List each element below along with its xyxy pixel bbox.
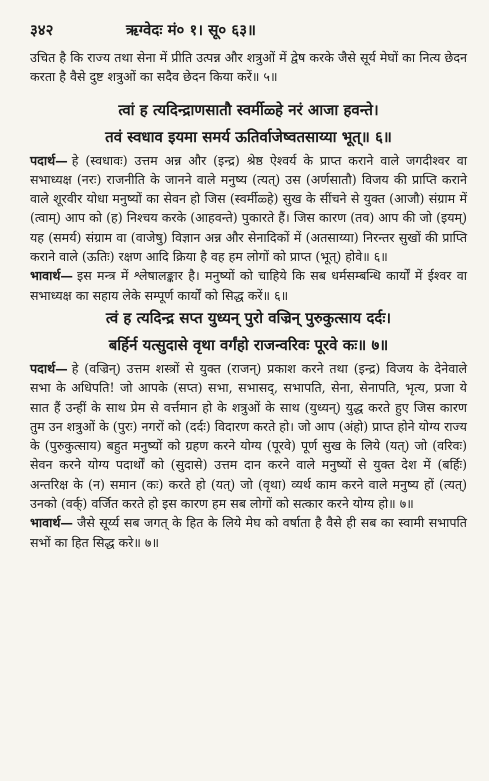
padartha-6	[30, 151, 467, 267]
bhavartha-7-text: जैसे सूर्य्य सब जगत् के हित के लिये मेघ को वर्षाता है वैसे ही सब का स्वामी सभापति सभों का हित सिद्ध करे॥ ७॥	[30, 515, 467, 550]
mantra-7-line-1: त्वं ह त्यदिन्द्र सप्त युध्यन् पुरो वज्रिन् पुरुकुत्साय दर्दः।	[105, 308, 392, 327]
mantra-6-line-1: त्वां ह त्यदिन्द्राणसातौ स्वर्मीळ्हे नरं आजा हवन्ते।	[118, 100, 379, 119]
mantra-7-line-2: बर्हिर्न यत्सुदासे वृथा वर्गंहो राजन्वरिवः पूरवे कः॥ ७॥	[108, 335, 389, 354]
page-number: ३४२	[30, 21, 54, 39]
page-header	[30, 20, 467, 42]
running-title: ऋग्वेदः मं० १। सू० ६३॥	[126, 21, 257, 39]
padartha-label: पदार्थ—	[30, 152, 68, 168]
bhavartha-7	[30, 513, 467, 552]
intro-paragraph: उचित है कि राज्य तथा सेना में प्रीति उत्पन्न और शत्रुओं में द्वेष करके जैसे सूर्य मेघों का नित्य छेदन करता है वैसे दुष्ट शत्रुओं का सदैव छेदन किया करें॥ ५॥	[30, 50, 467, 85]
bhavartha-6	[30, 266, 467, 305]
mantra-7	[30, 305, 467, 359]
mantra-6-line-2: तवं स्वधाव इयमा समर्य ऊतिर्वाजेष्वतसाय्या भूत्॥ ६॥	[105, 127, 392, 146]
padartha-7-text: हे (वज्रिन्) उत्तम शस्त्रों से युक्त (राजन्) प्रकाश करने तथा (इन्द्र) विजय के देनेवाले सभा के अधिपति! जो आपके (सप्त) सभा, सभासद्, सभापति, सेना, सेनापति, भृत्य, प्रजा ये सात हैं उन्हीं के साथ प्रेम से वर्त्तमान हो के शत्रुओं के साथ (युध्यन्) युद्ध करते हुए जिस कारण तुम उन शत्रुओं के (पुरः) नगरों को (दर्दः) विदारण करते हो। जो आप (अंहो) प्राप्त होने योग्य राज्य के (पुरुकुत्साय) बहुत मनुष्यों को ग्रहण करने योग्य (पूरवे) पूर्ण सुख के लिये (यत्) जो (वरिवः) सेवन करने योग्य पदार्थों को (सुदासे) उत्तम दान करने वाले मनुष्यों से युक्त देश में (बर्हिः) अन्तरिक्ष के (न) समान (कः) करते हो (यत्) जो (वृथा) व्यर्थ काम करने वाले मनुष्य हों (त्यत्) उनको (वर्क्) वर्जित करते हो इस कारण हम सब लोगों को सत्कार करने योग्य हो॥ ७॥	[30, 360, 467, 512]
bhavartha-label: भावार्थ—	[30, 268, 74, 284]
padartha-6-text: हे (स्वधावः) उत्तम अन्न और (इन्द्र) श्रेष्ठ ऐश्वर्य के प्राप्त कराने वाले जगदीश्वर वा सभाध्यक्ष (नरः) राजनीति के जानने वाले मनुष्य (त्यत्) उस (अर्णसातौ) विजय की प्राप्ति कराने वाले शूरवीर योधा मनुष्यों का सेवन हो जिस (स्वर्मीळ्हे) सुख के सींचने से युक्त (आजौ) संग्राम में (त्वाम्) आप को (ह) निश्चय करके (आहवन्ते) पुकारते हैं। जिस कारण (तव) आप की जो (इयम्) यह (समर्य) संग्राम वा (वाजेषु) विज्ञान अन्न और सेनादिकों में (अतसाय्या) निरन्तर सुखों की प्राप्ति कराने वाले (ऊतिः) रक्षण आदि क्रिया है वह हम लोगों को प्राप्त (भूत्) होवे॥ ६॥	[30, 152, 467, 265]
bhavartha-6-text: इस मन्त्र में श्लेषालङ्कार है। मनुष्यों को चाहिये कि सब धर्मसम्बन्धि कार्यों में ईश्वर वा सभाध्यक्ष का सहाय लेके सम्पूर्ण कार्यों को सिद्ध करें॥ ६॥	[30, 268, 467, 303]
mantra-6	[30, 97, 467, 151]
bhavartha-label: भावार्थ—	[30, 515, 74, 531]
padartha-label: पदार्थ—	[30, 360, 68, 376]
padartha-7	[30, 359, 467, 513]
